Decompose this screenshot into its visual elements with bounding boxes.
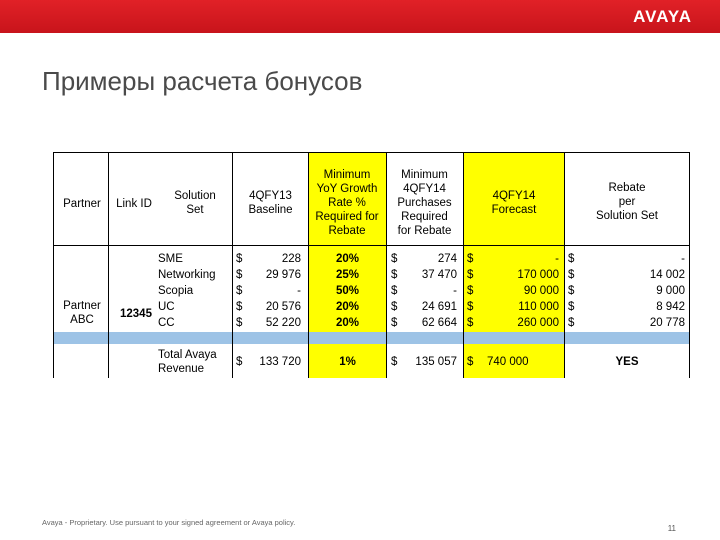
header-rebate [565,181,689,223]
table-top-border [53,152,690,153]
currency-symbol: $ [391,285,398,297]
growth-value: 50% [335,285,360,297]
total-label-line: Total Avaya [158,349,217,361]
header-line: Rebate [328,225,366,237]
currency-symbol: $ [467,253,474,265]
header-line: Minimum [323,169,371,181]
currency-symbol: $ [568,317,575,329]
baseline-value: 52 220 [265,317,301,329]
purchases-value: 274 [437,253,457,265]
growth-value: 20% [335,317,360,329]
growth-value: 20% [335,301,360,313]
currency-symbol: $ [568,301,575,313]
col-divider [108,152,109,378]
forecast-value: - [555,253,559,265]
header-line: 4QFY13 [249,190,292,202]
header-line: Required [401,211,448,223]
forecast-value: 110 000 [518,301,559,313]
baseline-value: 20 576 [265,301,301,313]
brand-header-bar [0,0,720,33]
currency-symbol: $ [568,285,575,297]
total-rebate: YES [615,356,639,368]
purchases-value: 37 470 [421,269,457,281]
currency-symbol: $ [236,317,243,329]
currency-symbol: $ [467,269,474,281]
header-divider [53,245,690,246]
total-forecast: 740 000 [487,356,529,368]
header-partner: Partner [63,198,101,210]
growth-value: 20% [335,253,360,265]
link-id-value: 12345 [120,308,152,320]
currency-symbol: $ [236,253,243,265]
currency-symbol: $ [568,253,575,265]
rebate-value: 9 000 [656,285,685,297]
forecast-value: 260 000 [517,317,559,329]
header-line: Minimum [401,169,448,181]
currency-symbol: $ [236,301,243,313]
solution-name: SME [158,253,183,265]
currency-symbol: $ [391,317,398,329]
header-link-id: Link ID [116,198,152,210]
currency-symbol: $ [467,317,474,329]
total-growth: 1% [339,356,356,368]
header-growth [308,168,386,238]
currency-symbol: $ [391,253,398,265]
header-forecast [464,189,564,217]
header-line: Baseline [248,204,293,216]
forecast-value: 170 000 [517,269,559,281]
solution-name: Scopia [158,285,194,297]
currency-symbol: $ [568,269,575,281]
header-line: Solution [174,190,216,202]
solution-name: CC [158,317,175,329]
total-baseline: 133 720 [259,356,301,368]
header-line: for Rebate [397,225,452,237]
purchases-value: 24 691 [421,301,457,313]
header-purchases [386,168,463,238]
rebate-value: 14 002 [649,269,685,281]
header-line: Rebate [608,182,646,194]
header-line: 4QFY14 [492,190,536,202]
forecast-value: 90 000 [523,285,559,297]
col-divider [232,152,233,378]
header-line: 4QFY14 [403,183,446,195]
currency-symbol: $ [391,269,398,281]
currency-symbol: $ [236,285,243,297]
page-number: 11 [667,524,676,533]
table-right-border [689,152,690,378]
header-line: per [618,196,636,208]
total-separator-band [53,332,690,344]
rebate-value: 8 942 [656,301,685,313]
page-title: Примеры расчета бонусов [42,66,363,96]
growth-value: 25% [335,269,360,281]
purchases-value: - [453,285,457,297]
solution-name: UC [158,301,175,313]
header-line: Required for [315,211,379,223]
purchases-value: 62 664 [421,317,457,329]
total-label [158,348,232,376]
currency-symbol: $ [236,269,243,281]
baseline-value: 29 976 [265,269,301,281]
partner-name-line: ABC [70,314,94,326]
footer-disclaimer: Avaya - Proprietary. Use pursuant to your signed agreement or Avaya policy. [42,518,296,527]
currency-symbol: $ [391,356,398,368]
total-label-line: Revenue [158,363,205,375]
baseline-value: 228 [281,253,301,265]
avaya-logo: AVAYA [633,7,692,26]
header-line: Rate % [328,197,366,209]
rebate-value: - [681,253,685,265]
header-line: Solution Set [595,210,658,222]
table-left-border [53,152,54,378]
header-line: Set [186,204,204,216]
header-line: Purchases [397,197,452,209]
partner-name [57,299,107,327]
col-divider [463,152,464,378]
currency-symbol: $ [467,356,474,368]
header-line: YoY Growth [316,183,378,195]
partner-name-line: Partner [63,300,101,312]
total-purchases: 135 057 [415,356,457,368]
header-solution-set [157,189,233,217]
header-line: Forecast [491,204,537,216]
solution-name: Networking [158,269,216,281]
rebate-value: 20 778 [649,317,685,329]
baseline-value: - [297,285,301,297]
header-baseline [233,189,308,217]
currency-symbol: $ [467,301,474,313]
bonus-calculation-table [53,152,690,378]
currency-symbol: $ [391,301,398,313]
currency-symbol: $ [467,285,474,297]
currency-symbol: $ [236,356,243,368]
